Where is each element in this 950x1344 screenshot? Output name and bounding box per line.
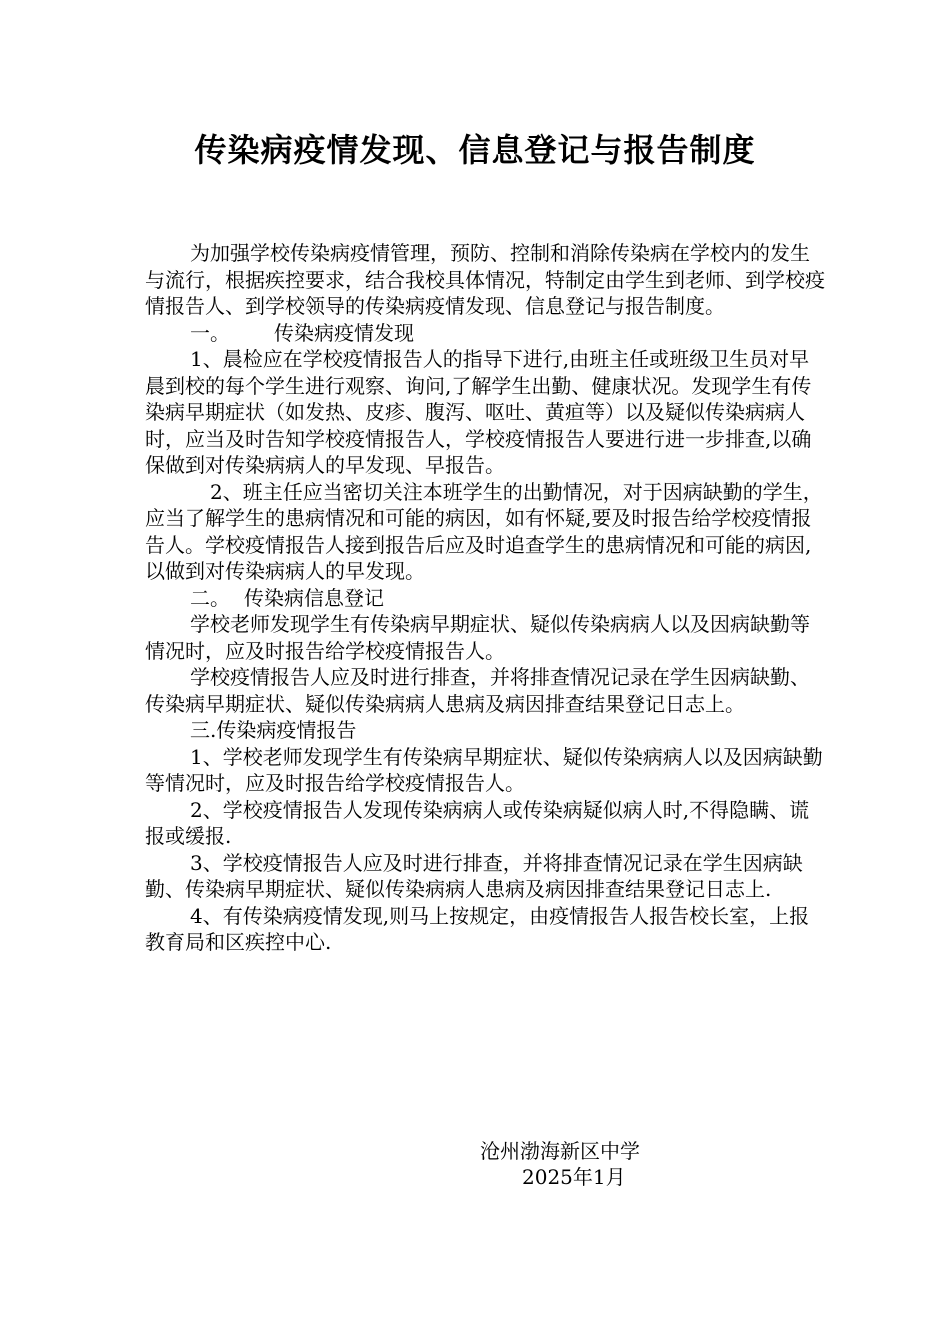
section-3-item-2: 2、学校疫情报告人发现传染病病人或传染病疑似病人时,不得隐瞒、谎报或缓报. <box>145 797 810 848</box>
signature-block <box>480 1138 640 1190</box>
section-3-heading: 三.传染病疫情报告 <box>190 718 357 742</box>
section-2-number: 二。 <box>190 585 230 610</box>
signature-organization: 沧州渤海新区中学 <box>480 1139 640 1163</box>
intro-paragraph: 为加强学校传染病疫情管理，预防、控制和消除传染病在学校内的发生与流行，根据疾控要求，结合我校具体情况，特制定由学生到老师、到学校疫情报告人、到学校领导的传染病疫情发现、信息登记与报告制度。 <box>145 241 825 318</box>
section-1-item-2: 2、班主任应当密切关注本班学生的出勤情况，对于因病缺勤的学生，应当了解学生的患病情况和可能的病因，如有怀疑,要及时报告给学校疫情报告人。学校疫情报告人接到报告后应及时追查学生的患病情况和可能的病因,以做到对传染病病人的早发现。 <box>145 479 823 583</box>
signature-date: 2025年1月 <box>522 1165 626 1189</box>
section-3-item-1: 1、学校老师发现学生有传染病早期症状、疑似传染病病人以及因病缺勤等情况时，应及时报告给学校疫情报告人。 <box>145 744 823 795</box>
document-title: 传染病疫情发现、信息登记与报告制度 <box>194 131 756 169</box>
section-2-item-2: 学校疫情报告人应及时进行排查，并将排查情况记录在学生因病缺勤、传染病早期症状、疑似传染病病人患病及病因排查结果登记日志上。 <box>145 665 810 716</box>
section-3-item-3: 3、学校疫情报告人应及时进行排查，并将排查情况记录在学生因病缺勤、传染病早期症状、疑似传染病病人患病及病因排查结果登记日志上. <box>145 850 803 901</box>
section-3-item-4: 4、有传染病疫情发现,则马上按规定，由疫情报告人报告校长室，上报教育局和区疾控中心. <box>145 903 810 954</box>
section-1-heading <box>145 320 825 347</box>
section-1-title: 传染病疫情发现 <box>274 320 414 345</box>
section-2-title: 传染病信息登记 <box>244 585 384 610</box>
document-body <box>145 240 825 956</box>
section-1-item-1: 1、晨检应在学校疫情报告人的指导下进行,由班主任或班级卫生员对早晨到校的每个学生进行观察、询问,了解学生出勤、健康状况。发现学生有传染病早期症状（如发热、皮疹、腹泻、呕吐、黄疸等）以及疑似传染病病人时，应当及时告知学校疫情报告人，学校疫情报告人要进行进一步排查,以确保做到对传染病病人的早发现、早报告。 <box>145 347 812 477</box>
section-1-number: 一。 <box>190 320 230 345</box>
section-2-item-1: 学校老师发现学生有传染病早期症状、疑似传染病病人以及因病缺勤等情况时，应及时报告给学校疫情报告人。 <box>145 612 810 663</box>
section-2-heading <box>145 585 825 612</box>
